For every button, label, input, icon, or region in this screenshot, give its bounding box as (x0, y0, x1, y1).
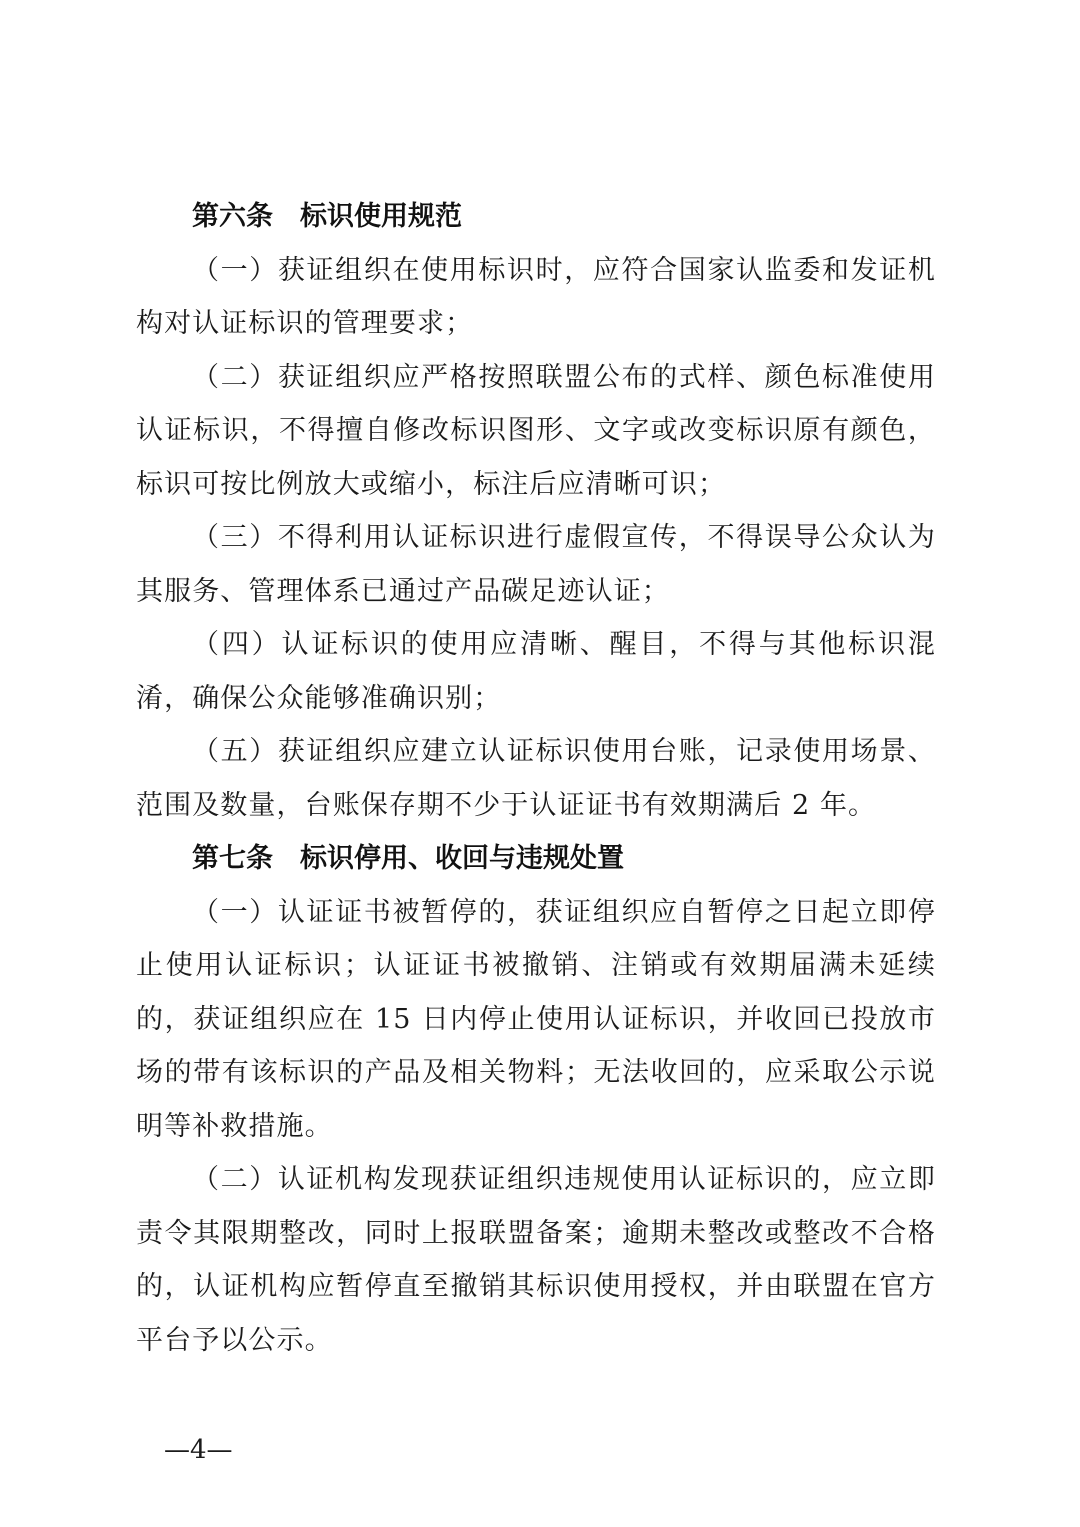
article-6-item-4: （四）认证标识的使用应清晰、醒目，不得与其他标识混淆，确保公众能够准确识别； (136, 629, 936, 714)
article-6-item-3: （三）不得利用认证标识进行虚假宣传，不得误导公众认为其服务、管理体系已通过产品碳足迹认证； (136, 522, 936, 607)
article-6-item-5: （五）获证组织应建立认证标识使用台账，记录使用场景、范围及数量，台账保存期不少于认证证书有效期满后 2 年。 (136, 736, 936, 821)
document-body (136, 190, 936, 1367)
article-6 (136, 190, 936, 832)
article-6-heading: 第六条 标识使用规范 (192, 201, 462, 232)
article-7-item-1: （一）认证证书被暂停的，获证组织应自暂停之日起立即停止使用认证标识；认证证书被撤销、注销或有效期届满未延续的，获证组织应在 15 日内停止使用认证标识，并收回已投放市场的带有该标识的产品及相关物料；无法收回的，应采取公示说明等补救措施。 (136, 896, 936, 1142)
article-6-item-2: （二）获证组织应严格按照联盟公布的式样、颜色标准使用认证标识，不得擅自修改标识图形、文字或改变标识原有颜色，标识可按比例放大或缩小，标注后应清晰可识； (136, 361, 936, 500)
article-7 (136, 832, 936, 1367)
article-7-heading: 第七条 标识停用、收回与违规处置 (192, 843, 624, 874)
article-6-item-1: （一）获证组织在使用标识时，应符合国家认监委和发证机构对认证标识的管理要求； (136, 254, 936, 339)
article-7-item-2: （二）认证机构发现获证组织违规使用认证标识的，应立即责令其限期整改，同时上报联盟备案；逾期未整改或整改不合格的，认证机构应暂停直至撤销其标识使用授权，并由联盟在官方平台予以公示。 (136, 1164, 936, 1356)
page-number: —4— (164, 1435, 233, 1465)
